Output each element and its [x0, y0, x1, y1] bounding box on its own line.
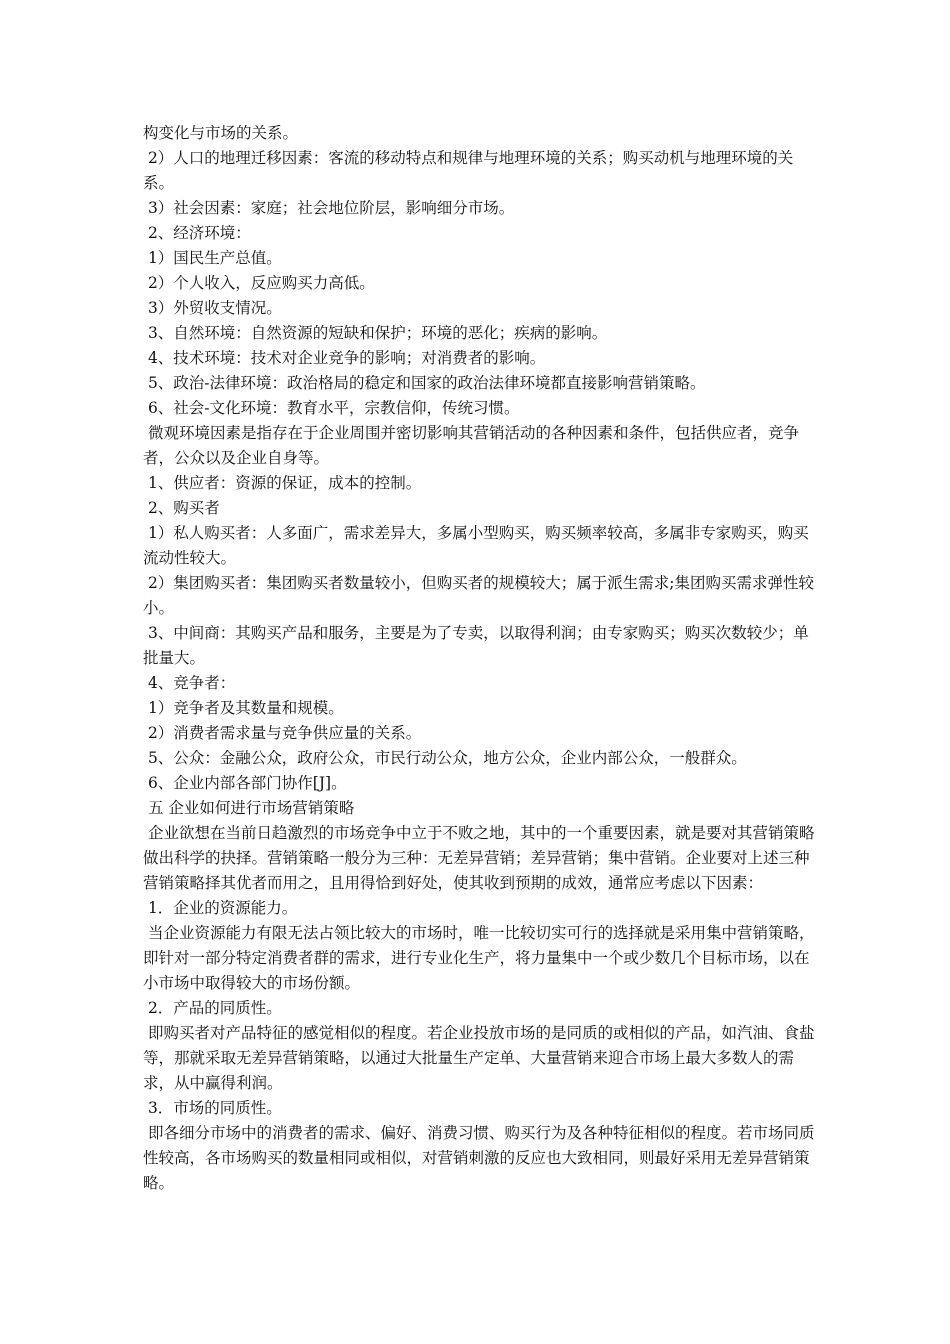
- paragraph: 4、技术环境：技术对企业竞争的影响；对消费者的影响。: [143, 349, 546, 367]
- paragraph: 构变化与市场的关系。: [143, 124, 299, 142]
- paragraph: 2）集团购买者：集团购买者数量较小，但购买者的规模较大；属于派生需求;集团购买需求弹性较小。: [143, 574, 815, 617]
- paragraph: 5、公众：金融公众，政府公众，市民行动公众，地方公众，企业内部公众，一般群众。: [143, 749, 747, 767]
- paragraph: 3）社会因素：家庭；社会地位阶层，影响细分市场。: [143, 199, 515, 217]
- paragraph: 即购买者对产品特征的感觉相似的程度。若企业投放市场的是同质的或相似的产品，如汽油、食盐等，那就采取无差异营销策略，以通过大批量生产定单、大量营销来迎合市场上最大多数人的需求，从中赢得利润。: [143, 1024, 815, 1092]
- paragraph: 当企业资源能力有限无法占领比较大的市场时，唯一比较切实可行的选择就是采用集中营销策略，即针对一部分特定消费者群的需求，进行专业化生产，将力量集中一个或少数几个目标市场，以在小市场中取得较大的市场份额。: [143, 924, 815, 992]
- paragraph: 1）私人购买者：人多面广，需求差异大，多属小型购买，购买频率较高，多属非专家购买，购买流动性较大。: [143, 524, 809, 567]
- paragraph: 5、政治-法律环境：政治格局的稳定和国家的政治法律环境都直接影响营销策略。: [143, 374, 706, 392]
- paragraph: 即各细分市场中的消费者的需求、偏好、消费习惯、购买行为及各种特征相似的程度。若市场同质性较高，各市场购买的数量相同或相似，对营销刺激的反应也大致相同，则最好采用无差异营销策略。: [143, 1124, 815, 1192]
- paragraph: 6、企业内部各部门协作[J]。: [143, 774, 347, 792]
- paragraph: 2、购买者: [143, 499, 220, 517]
- paragraph: 企业欲想在当前日趋激烈的市场竞争中立于不败之地，其中的一个重要因素，就是要对其营销策略做出科学的抉择。营销策略一般分为三种：无差异营销；差异营销；集中营销。企业要对上述三种营销策略择其优者而用之，且用得恰到好处，使其收到预期的成效，通常应考虑以下因素：: [143, 824, 815, 892]
- paragraph: 1）竞争者及其数量和规模。: [143, 699, 344, 717]
- paragraph: 3、自然环境：自然资源的短缺和保护；环境的恶化；疾病的影响。: [143, 324, 608, 342]
- paragraph: 2）人口的地理迁移因素：客流的移动特点和规律与地理环境的关系；购买动机与地理环境的关系。: [143, 149, 794, 192]
- paragraph: 1、供应者：资源的保证，成本的控制。: [143, 474, 422, 492]
- paragraph: 2．产品的同质性。: [143, 999, 282, 1017]
- paragraph: 1．企业的资源能力。: [143, 899, 298, 917]
- paragraph: 2、经济环境：: [143, 224, 251, 242]
- document-body: [143, 121, 819, 1196]
- section-heading: 五 企业如何进行市场营销策略: [143, 799, 355, 817]
- paragraph: 3、中间商：其购买产品和服务，主要是为了专卖，以取得利润；由专家购买；购买次数较少；单批量大。: [143, 624, 809, 667]
- paragraph: 2）个人收入，反应购买力高低。: [143, 274, 375, 292]
- paragraph: 6、社会-文化环境：教育水平，宗教信仰，传统习惯。: [143, 399, 520, 417]
- paragraph: 3）外贸收支情况。: [143, 299, 282, 317]
- paragraph: 3．市场的同质性。: [143, 1099, 282, 1117]
- paragraph: 2）消费者需求量与竞争供应量的关系。: [143, 724, 422, 742]
- paragraph: 1）国民生产总值。: [143, 249, 282, 267]
- paragraph: 4、竞争者：: [143, 674, 236, 692]
- paragraph: 微观环境因素是指存在于企业周围并密切影响其营销活动的各种因素和条件，包括供应者，竞争者，公众以及企业自身等。: [143, 424, 799, 467]
